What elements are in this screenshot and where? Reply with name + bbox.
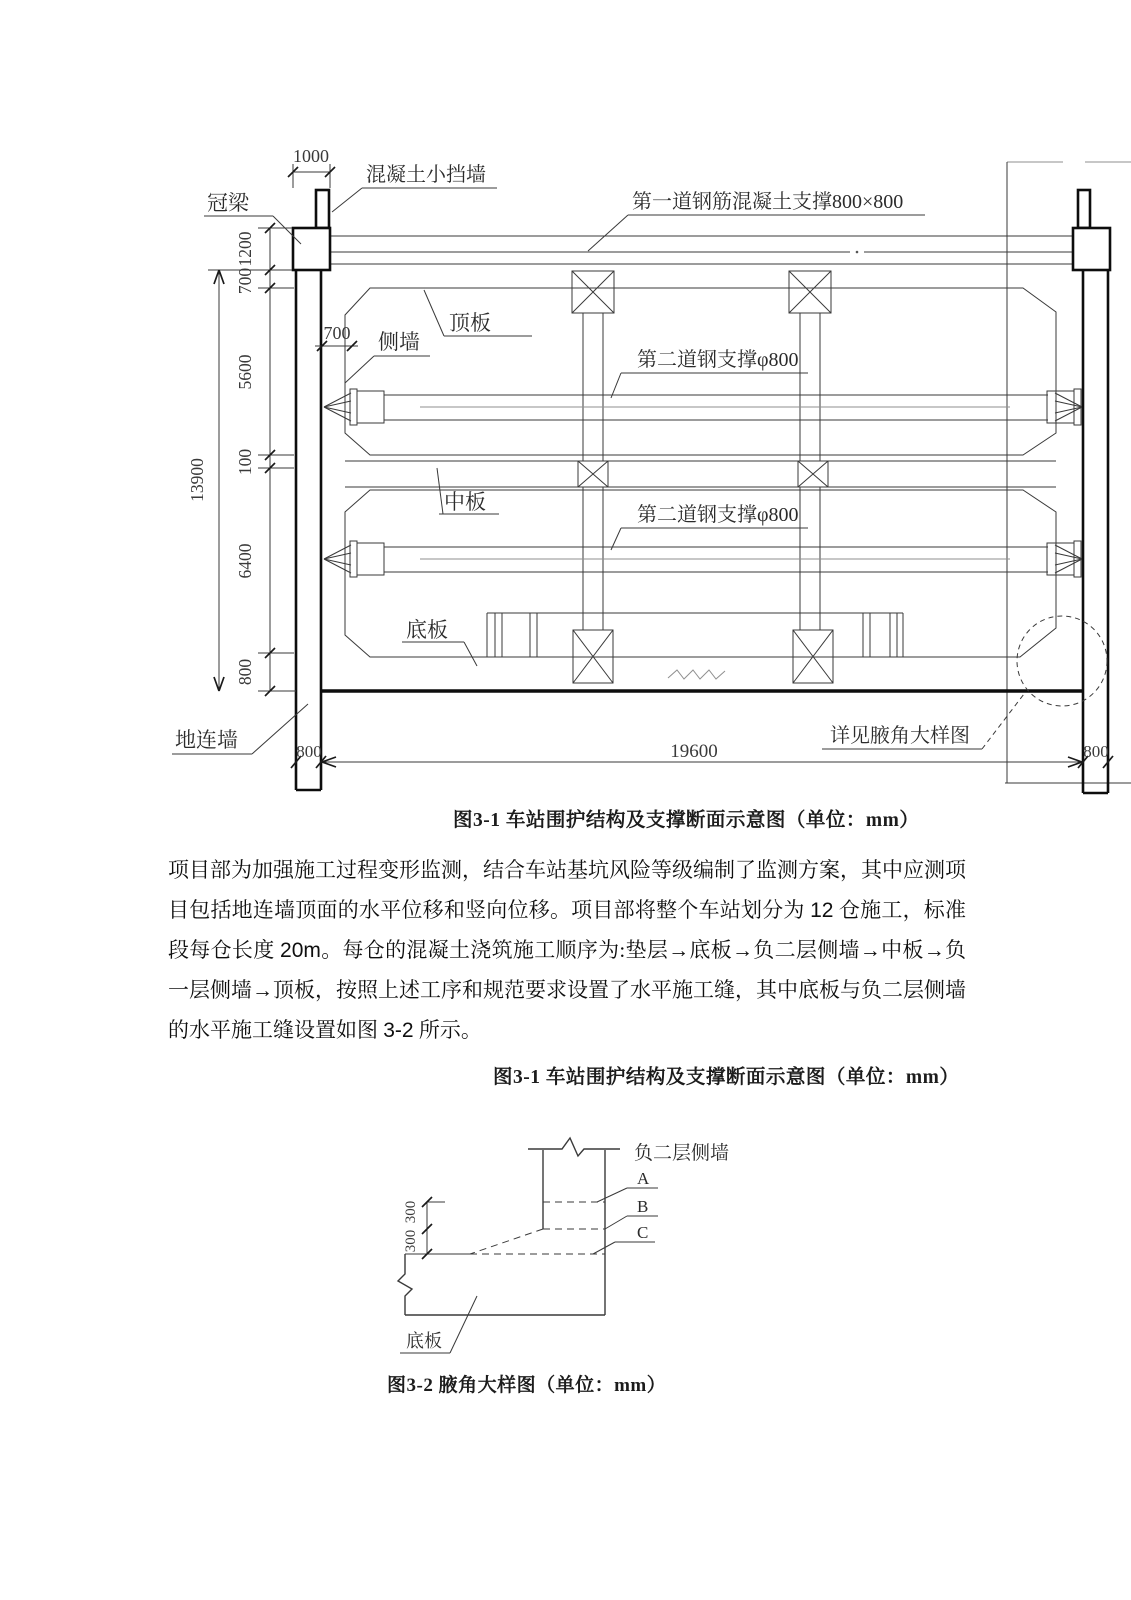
left-column (572, 271, 614, 683)
paragraph-line-4: 一层侧墙→顶板，按照上述工序和规范要求设置了水平施工缝，其中底板与负二层侧墙 (168, 978, 966, 1002)
dim-5600-value: 5600 (235, 354, 255, 390)
svg-text:第二道钢支撑φ800: 第二道钢支撑φ800 (637, 349, 799, 371)
label-joint-a (597, 1169, 658, 1202)
paragraph-line-2: 目包括地连墙顶面的水平位移和竖向位移。项目部将整个车站划分为 12 仓施工，标准 (168, 898, 966, 922)
svg-text:C: C (637, 1223, 649, 1242)
label-first-support (588, 190, 925, 251)
haunch-detail-callout (982, 616, 1107, 749)
label-detail-ref (822, 724, 982, 749)
construction-joints (405, 1202, 605, 1254)
svg-text:第二道钢支撑φ800: 第二道钢支撑φ800 (637, 504, 799, 526)
steel-support-lower (324, 541, 1082, 577)
dim-13900 (187, 267, 258, 691)
label-second-support-upper (611, 348, 808, 398)
label-joint-b (605, 1197, 658, 1229)
label-diaphragm-wall (172, 704, 308, 754)
svg-text:顶板: 顶板 (449, 311, 491, 335)
label-second-support-lower (611, 503, 808, 550)
bottom-slab-outline (398, 1254, 605, 1315)
dim-6400-value: 6400 (235, 543, 255, 579)
dim-1000-value: 1000 (293, 146, 329, 166)
label-bottom-slab (402, 618, 477, 666)
label-small-retaining-wall (332, 163, 497, 212)
label-side-wall (345, 330, 430, 383)
dim-300-lower-value: 300 (403, 1229, 419, 1253)
label-mid-slab (437, 468, 499, 514)
svg-text:负二层侧墙: 负二层侧墙 (634, 1143, 730, 1164)
svg-text:中板: 中板 (444, 490, 486, 514)
dim-700-vert-value: 700 (235, 267, 255, 295)
base-slab-details (487, 613, 903, 679)
figure1-caption: 图3-1 车站围护结构及支撑断面示意图（单位：mm） (453, 810, 920, 831)
dim-800-right-value: 800 (1083, 742, 1109, 761)
dim-19600-value: 19600 (670, 741, 718, 762)
right-crown-beam (1073, 228, 1110, 270)
paragraph-line-1: 项目部为加强施工过程变形监测，结合车站基坑风险等级编制了监测方案，其中应测项 (168, 858, 966, 882)
dim-100-value: 100 (235, 448, 255, 476)
middle-slab-lines (345, 461, 1056, 487)
svg-text:底板: 底板 (406, 1331, 442, 1351)
left-crown-beam (293, 228, 330, 270)
figure-1-station-section (172, 146, 1131, 793)
dim-300-pair (403, 1197, 445, 1259)
figure1-caption-repeat: 图3-1 车站围护结构及支撑断面示意图（单位：mm） (493, 1067, 960, 1088)
dim-1200-value: 1200 (235, 231, 255, 267)
svg-text:B: B (637, 1197, 649, 1216)
figure-2-haunch-detail (398, 1138, 729, 1353)
label-joint-c (593, 1223, 655, 1254)
body-paragraph (168, 850, 966, 1050)
figure2-caption: 图3-2 腋角大样图（单位：mm） (387, 1375, 667, 1396)
wall-outline (528, 1138, 620, 1315)
steel-support-upper (324, 389, 1082, 425)
label-b2-side-wall (634, 1142, 729, 1164)
paragraph-line-5: 的水平施工缝设置如图 3-2 所示。 (168, 1018, 482, 1042)
left-diaphragm-wall (293, 190, 330, 790)
svg-text:地连墙: 地连墙 (175, 728, 238, 752)
dim-13900-value: 13900 (187, 458, 207, 502)
dim-700-wall-value: 700 (323, 323, 351, 343)
right-small-retaining-wall (1078, 190, 1090, 228)
svg-text:第一道钢筋混凝土支撑800×800: 第一道钢筋混凝土支撑800×800 (632, 191, 904, 213)
label-bottom-slab-detail (400, 1296, 477, 1353)
paragraph-line-3: 段每仓长度 20m。每仓的混凝土浇筑施工顺序为:垫层→底板→负二层侧墙→中板→负 (168, 938, 966, 962)
dim-chain-left (235, 223, 296, 696)
right-diaphragm-wall (1073, 190, 1110, 793)
right-column (789, 271, 833, 683)
dim-bottom (291, 741, 1113, 768)
svg-text:A: A (637, 1169, 650, 1188)
svg-text:详见腋角大样图: 详见腋角大样图 (830, 725, 970, 747)
left-small-retaining-wall (316, 190, 329, 228)
svg-text:冠梁: 冠梁 (207, 191, 249, 215)
dim-800-vert-value: 800 (235, 658, 255, 686)
svg-text:底板: 底板 (406, 618, 448, 642)
dim-800-left-value: 800 (296, 742, 322, 761)
svg-text:侧墙: 侧墙 (378, 330, 420, 354)
faint-watermark-squiggle (668, 670, 725, 679)
dim-300-upper-value: 300 (403, 1200, 419, 1224)
dim-1000 (288, 146, 335, 188)
first-support-band (330, 236, 1078, 264)
label-top-slab (424, 290, 532, 336)
svg-text:混凝土小挡墙: 混凝土小挡墙 (366, 164, 486, 186)
